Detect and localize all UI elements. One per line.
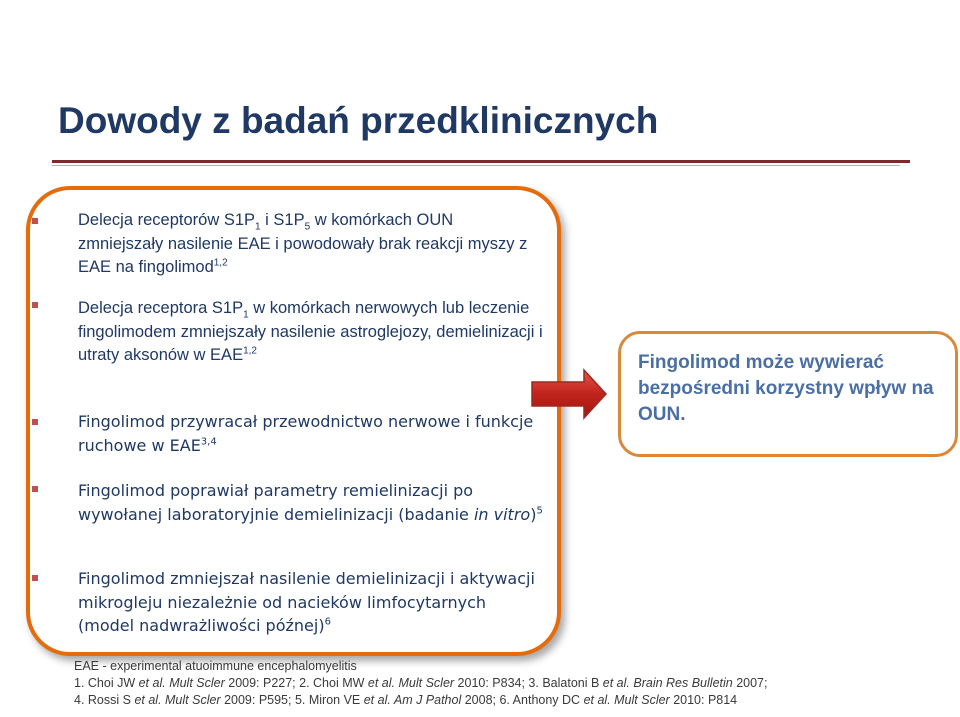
bullet-marker xyxy=(32,302,38,308)
bullet-text-1: Delecja receptorów $S1P_1$ i $S1P_5$ w komórkach OUN zmniejszały nasilenie EAE i powodowały brak reakcji myszy z EAE na fingolimod$^{1,2}$ xyxy=(78,211,528,276)
bullet-text-4: Fingolimod poprawiał parametry remielinizacji po wywołanej laboratoryjnie demielinizacji (badanie in vitro)$^5$ xyxy=(78,481,543,524)
slide-title: Dowody z badań przedklinicznych xyxy=(58,100,659,141)
bullet-marker xyxy=(32,575,38,581)
conclusion-text: Fingolimod może wywierać bezpośredni korzystny wpływ na OUN. xyxy=(638,352,934,425)
footnotes xyxy=(74,658,767,708)
bullet-text-3: Fingolimod przywracał przewodnictwo nerwowe i funkcje ruchowe w EAE$^{3,4}$ xyxy=(78,412,534,455)
footnote-references-1: 1. Choi JW et al. Mult Scler 2009: P227; 2. Choi MW et al. Mult Scler 2010: P834; 3. Balatoni B et al. Brain Res Bulletin 2007; xyxy=(74,675,768,690)
right-arrow-icon xyxy=(530,366,610,422)
bullet-marker xyxy=(32,419,38,425)
bullet-marker xyxy=(32,218,38,224)
bullet-text-2: Delecja receptora $S1P_1$ w komórkach nerwowych lub leczenie fingolimodem zmniejszały nasilenie astroglejozy, demielinizacji i utraty aksonów w EAE$^{1,2}$ xyxy=(78,299,543,364)
bullet-marker xyxy=(32,486,38,492)
footnote-references-2: 4. Rossi S et al. Mult Scler 2009: P595; 5. Miron VE et al. Am J Pathol 2008; 6. Anthony DC et al. Mult Scler 2010: P814 xyxy=(74,692,738,707)
title-rule xyxy=(52,160,910,163)
footnote-abbreviation: EAE - experimental atuoimmune encephalomyelitis xyxy=(74,659,357,673)
bullet-text-5: Fingolimod zmniejszał nasilenie demielinizacji i aktywacji mikrogleju niezależnie od nacieków limfocytarnych (model nadwrażliwości późnej)$^6$ xyxy=(78,569,535,635)
title-rule-thin xyxy=(52,165,900,166)
